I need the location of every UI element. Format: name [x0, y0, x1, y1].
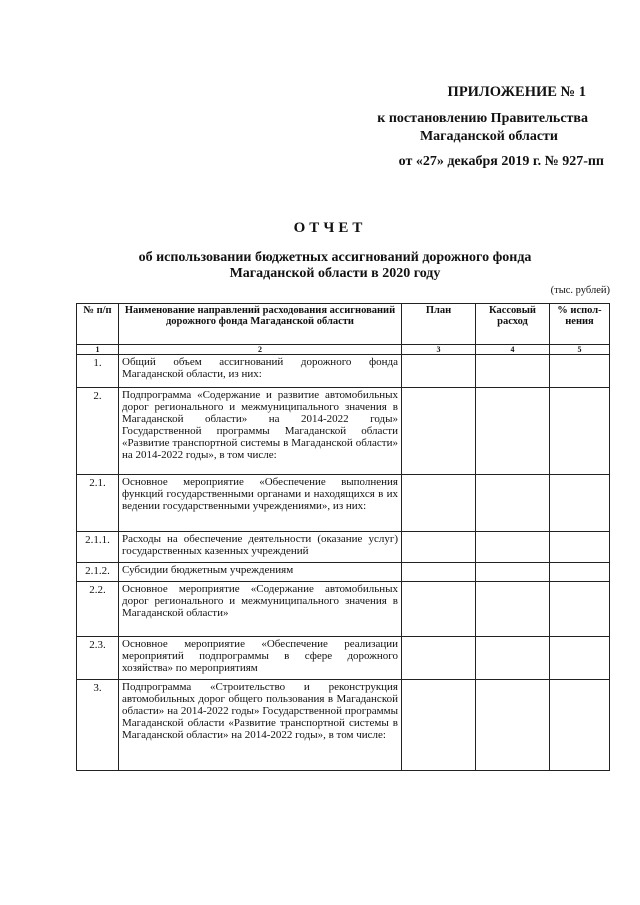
table-row	[77, 355, 610, 388]
cell-plan	[402, 637, 476, 680]
cell-cash	[476, 582, 550, 637]
appendix-title: ПРИЛОЖЕНИЕ № 1	[447, 84, 586, 100]
header-num: № п/п	[77, 304, 119, 345]
cell-cash	[476, 563, 550, 582]
header-name: Наименование направлений расходования ассигнований дорожного фонда Магаданской области	[119, 304, 402, 345]
cell-pct	[550, 563, 610, 582]
cell-plan	[402, 563, 476, 582]
cell-pct	[550, 637, 610, 680]
row-num: 2.	[77, 388, 119, 475]
row-num: 3.	[77, 680, 119, 771]
table-row	[77, 532, 610, 563]
row-name: Основное мероприятие «Обеспечение выполнения функций государственными органами и находящихся в их ведении государственными учреждениями», из них:	[119, 475, 402, 532]
row-num: 2.3.	[77, 637, 119, 680]
cell-cash	[476, 532, 550, 563]
cell-cash	[476, 637, 550, 680]
cell-plan	[402, 532, 476, 563]
cell-pct	[550, 475, 610, 532]
table-row	[77, 475, 610, 532]
column-numbers-row	[77, 345, 610, 355]
row-name: Расходы на обеспечение деятельности (оказание услуг) государственных казенных учреждений	[119, 532, 402, 563]
cell-plan	[402, 582, 476, 637]
row-name: Основное мероприятие «Содержание автомобильных дорог регионального и межмуниципального значения в Магаданской области»	[119, 582, 402, 637]
report-title: ОТЧЕТ	[293, 220, 367, 236]
column-number: 2	[119, 345, 402, 355]
row-name: Подпрограмма «Содержание и развитие автомобильных дорог регионального и межмуниципального значения в Магаданской области» на 2014-2022 годы» Государственной программы Магаданской области «Развитие транспортной системы в Магаданской области» на 2014-2022 годы», в том числе:	[119, 388, 402, 475]
table-row	[77, 388, 610, 475]
row-name: Субсидии бюджетным учреждениям	[119, 563, 402, 582]
cell-cash	[476, 388, 550, 475]
report-subtitle-line-2: Магаданской области в 2020 году	[229, 266, 441, 281]
table-header-row	[77, 304, 610, 345]
cell-plan	[402, 475, 476, 532]
report-table	[76, 303, 610, 771]
header-cash: Кассовый расход	[476, 304, 550, 345]
header-plan: План	[402, 304, 476, 345]
column-number: 1	[77, 345, 119, 355]
cell-plan	[402, 355, 476, 388]
header-pct: % испол-нения	[550, 304, 610, 345]
cell-pct	[550, 532, 610, 563]
table-row	[77, 563, 610, 582]
cell-pct	[550, 680, 610, 771]
row-num: 2.2.	[77, 582, 119, 637]
column-number: 4	[476, 345, 550, 355]
row-num: 1.	[77, 355, 119, 388]
appendix-line-2: Магаданской области	[419, 129, 558, 144]
table-row	[77, 637, 610, 680]
appendix-line-1: к постановлению Правительства	[377, 111, 588, 126]
row-name: Общий объем ассигнований дорожного фонда Магаданской области, из них:	[119, 355, 402, 388]
cell-cash	[476, 680, 550, 771]
row-name: Основное мероприятие «Обеспечение реализации мероприятий подпрограммы в сфере дорожного хозяйства» по мероприятиям	[119, 637, 402, 680]
cell-pct	[550, 388, 610, 475]
row-num: 2.1.	[77, 475, 119, 532]
report-subtitle-line-1: об использовании бюджетных ассигнований дорожного фонда	[138, 250, 532, 265]
column-number: 5	[550, 345, 610, 355]
cell-plan	[402, 680, 476, 771]
cell-cash	[476, 355, 550, 388]
table-row	[77, 582, 610, 637]
row-num: 2.1.1.	[77, 532, 119, 563]
cell-pct	[550, 582, 610, 637]
row-num: 2.1.2.	[77, 563, 119, 582]
cell-cash	[476, 475, 550, 532]
table-row	[77, 680, 610, 771]
appendix-line-3: от «27» декабря 2019 г. № 927-пп	[398, 154, 604, 169]
cell-pct	[550, 355, 610, 388]
units-note: (тыс. рублей)	[550, 285, 610, 296]
column-number: 3	[402, 345, 476, 355]
cell-plan	[402, 388, 476, 475]
row-name: Подпрограмма «Строительство и реконструкция автомобильных дорог общего пользования в Магаданской области» на 2014-2022 годы» Государственной программы Магаданской области «Развитие транспортной системы в Магаданской области» на 2014-2022 годы», в том числе:	[119, 680, 402, 771]
